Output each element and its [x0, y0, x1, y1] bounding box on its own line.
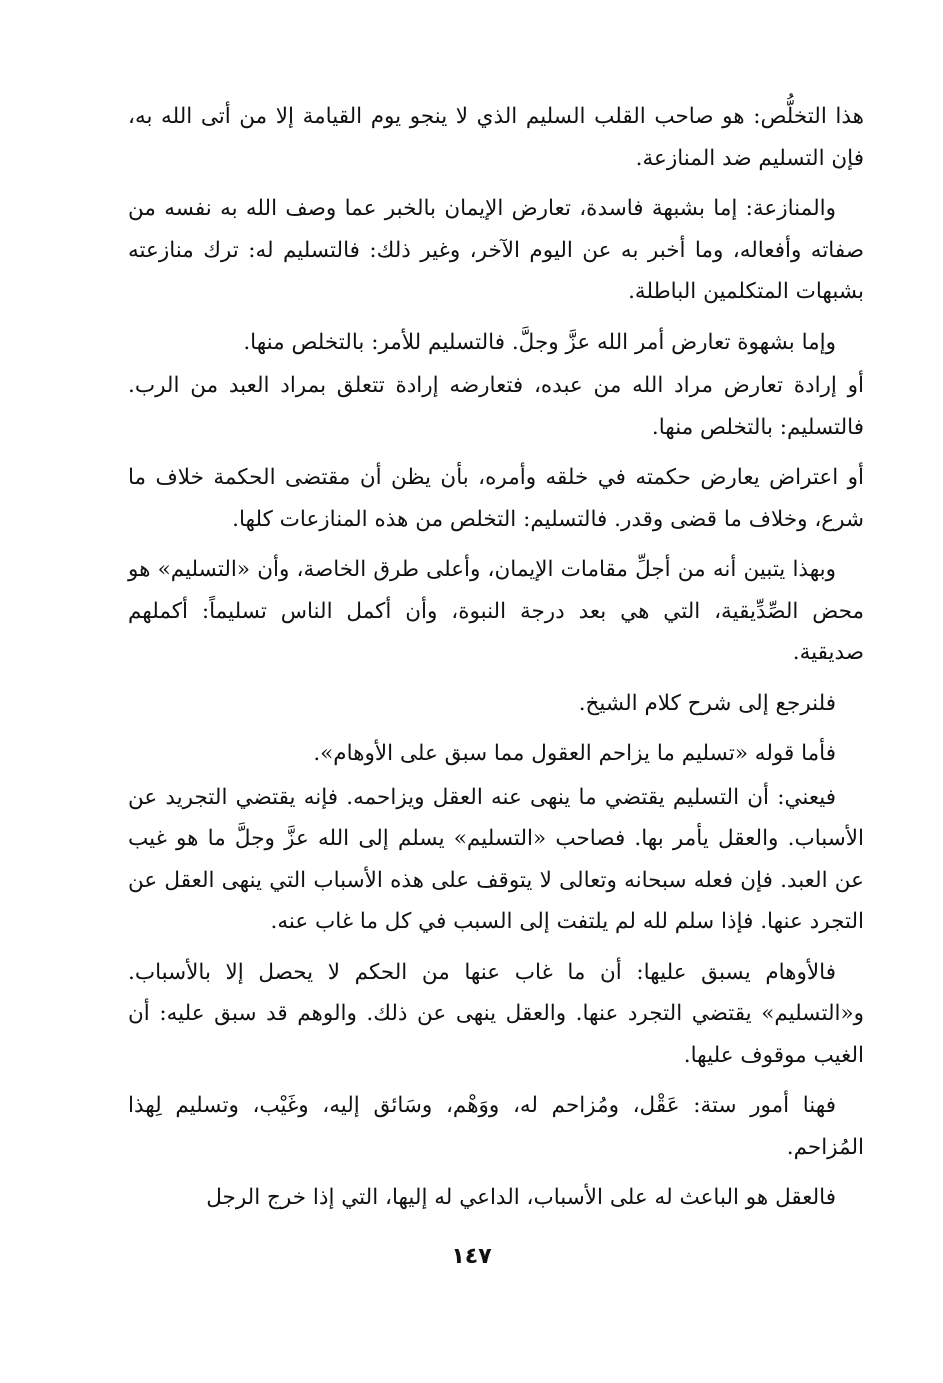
paragraph-quote: فأما قوله «تسليم ما يزاحم العقول مما سبق على الأوهام».: [313, 741, 836, 766]
paragraph-aql: فالعقل هو الباعث له على الأسباب، الداعي له إليها، التي إذا خرج الرجل: [206, 1185, 836, 1210]
paragraph-siddiqiya: وبهذا يتبين أنه من أجلِّ مقامات الإيمان، وأعلى طرق الخاصة، وأن «التسليم» هو محض الصِّدِّيقية، التي هي بعد درجة النبوة، وأن أكمل الناس تسليماً: أكملهم صديقية.: [128, 557, 865, 665]
paragraph-munazaa: والمنازعة: إما بشبهة فاسدة، تعارض الإيمان بالخبر عما وصف الله به نفسه من صفاته وأفعاله، وما أخبر به عن اليوم الآخر، وغير ذلك: فالتسليم له: ترك منازعته بشبهات المتكلمين الباطلة.: [128, 196, 864, 304]
paragraph-return-to-sheikh: فلنرجع إلى شرح كلام الشيخ.: [578, 690, 836, 716]
paragraph-explanation: فيعني: أن التسليم يقتضي ما ينهى عنه العقل ويزاحمه. فإنه يقتضي التجريد عن الأسباب. والعقل يأمر بها. فصاحب «التسليم» يسلم إلى الله عزَّ وجلَّ ما هو غيب عن العبد. فإن فعله سبحانه وتعالى لا يتوقف على هذه الأسباب التي ينهى العقل عن التجرد عنها. فإذا سلم لله لم يلتفت إلى السبب في كل ما غاب عنه.: [128, 784, 864, 934]
page-number: ١٤٧: [451, 1244, 492, 1269]
page-body: [128, 96, 864, 1228]
paragraph-irada: أو إرادة تعارض مراد الله من عبده، فتعارضه إرادة تتعلق بمراد العبد من الرب. فالتسليم: بالتخلص منها.: [128, 373, 864, 440]
paragraph-takhallus: هذا التخلُّص: هو صاحب القلب السليم الذي لا ينجو يوم القيامة إلا من أتى الله به، فإن التسليم ضد المنازعة.: [128, 104, 864, 171]
paragraph-itirad: أو اعتراض يعارض حكمته في خلقه وأمره، بأن يظن أن مقتضى الحكمة خلاف ما شرع، وخلاف ما قضى وقدر. فالتسليم: التخلص من هذه المنازعات كلها.: [128, 465, 864, 532]
paragraph-awham: فالأوهام يسبق عليها: أن ما غاب عنها من الحكم لا يحصل إلا بالأسباب. و«التسليم» يقتضي التجرد عنها. والعقل ينهى عن ذلك. والوهم قد سبق عليه: أن الغيب موقوف عليها.: [128, 959, 864, 1068]
paragraph-shahwa: وإما بشهوة تعارض أمر الله عزَّ وجلَّ. فالتسليم للأمر: بالتخلص منها.: [243, 329, 836, 355]
paragraph-six-matters: فهنا أمور ستة: عَقْل، ومُزاحم له، ووَهْم، وسَائق إليه، وغَيْب، وتسليم لِهذا المُزاحم.: [128, 1093, 864, 1160]
